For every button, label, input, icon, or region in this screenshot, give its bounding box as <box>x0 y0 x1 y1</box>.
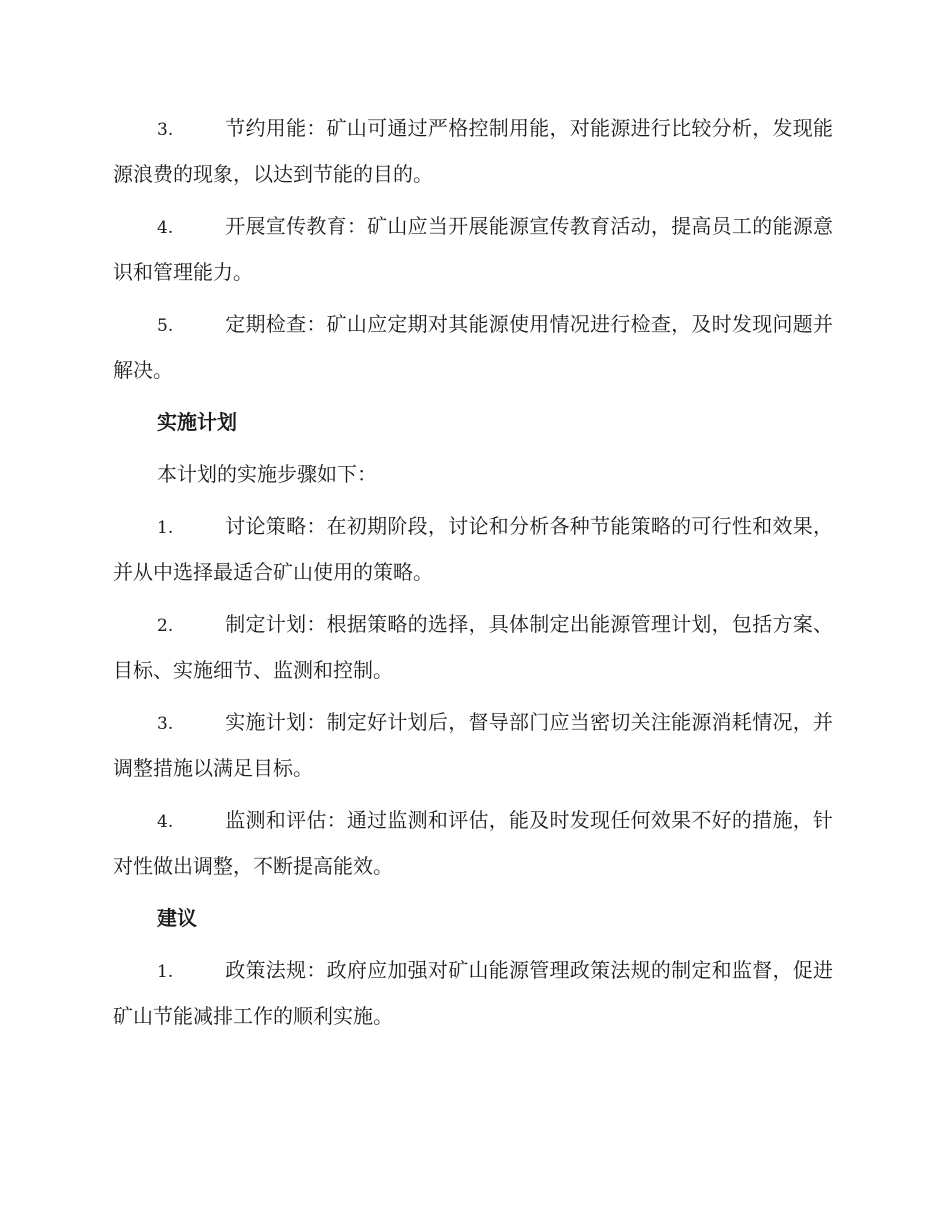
list-item-text: 实施计划：制定好计划后，督导部门应当密切关注能源消耗情况，并调整措施以满足目标。 <box>113 710 833 780</box>
document-content <box>113 106 833 1046</box>
list-number: 1. <box>157 962 174 982</box>
list-item <box>113 948 833 1038</box>
list-item-text: 监测和评估：通过监测和评估，能及时发现任何效果不好的措施，针对性做出调整，不断提高能效。 <box>113 808 833 878</box>
list-item-text: 政策法规：政府应加强对矿山能源管理政策法规的制定和监督，促进矿山节能减排工作的顺利实施。 <box>113 958 833 1028</box>
list-item <box>113 798 833 888</box>
list-number: 1. <box>157 518 174 538</box>
list-item <box>113 106 833 196</box>
list-number: 2. <box>157 616 174 636</box>
list-item <box>113 504 833 594</box>
section-heading-implementation: 实施计划 <box>157 410 237 434</box>
list-item <box>113 602 833 692</box>
list-item-text: 讨论策略：在初期阶段，讨论和分析各种节能策略的可行性和效果，并从中选择最适合矿山使用的策略。 <box>113 514 833 584</box>
list-number: 4. <box>157 218 174 238</box>
list-item-text: 开展宣传教育：矿山应当开展能源宣传教育活动，提高员工的能源意识和管理能力。 <box>113 214 833 284</box>
list-item-text: 制定计划：根据策略的选择，具体制定出能源管理计划，包括方案、目标、实施细节、监测和控制。 <box>113 612 833 682</box>
list-item <box>113 700 833 790</box>
list-item <box>113 302 833 392</box>
list-number: 4. <box>157 812 174 832</box>
list-number: 3. <box>157 714 174 734</box>
list-item <box>113 204 833 294</box>
section-heading-recommendations: 建议 <box>157 906 197 930</box>
list-item-text: 节约用能：矿山可通过严格控制用能，对能源进行比较分析，发现能源浪费的现象，以达到节能的目的。 <box>113 116 833 186</box>
list-number: 5. <box>157 316 174 336</box>
list-item-text: 定期检查：矿山应定期对其能源使用情况进行检查，及时发现问题并解决。 <box>113 312 833 382</box>
intro-paragraph: 本计划的实施步骤如下： <box>157 462 377 486</box>
list-number: 3. <box>157 120 174 140</box>
